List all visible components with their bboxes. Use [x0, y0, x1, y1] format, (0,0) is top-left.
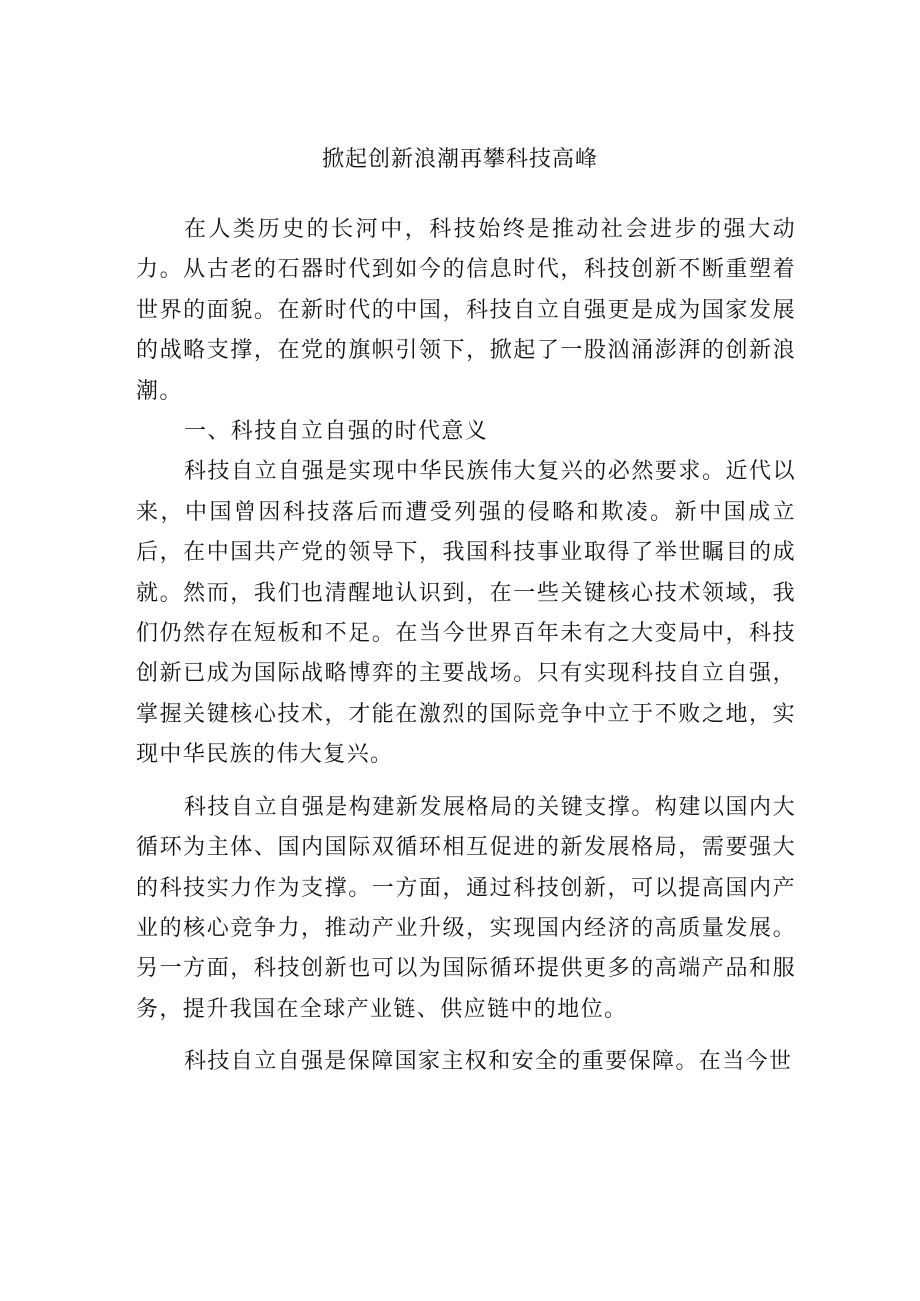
document-body: [136, 210, 796, 1083]
section-paragraph-2: 科技自立自强是构建新发展格局的关键支撑。构建以国内大循环为主体、国内国际双循环相互促进的新发展格局，需要强大的科技实力作为支撑。一方面，通过科技创新，可以提高国内产业的核心竞争力，推动产业升级，实现国内经济的高质量发展。另一方面，科技创新也可以为国际循环提供更多的高端产品和服务，提升我国在全球产业链、供应链中的地位。: [136, 794, 796, 1022]
section-paragraph-3: 科技自立自强是保障国家主权和安全的重要保障。在当今世: [184, 1049, 793, 1075]
paragraph-gap: [136, 1030, 796, 1042]
section-paragraph-1: 科技自立自强是实现中华民族伟大复兴的必然要求。近代以来，中国曾因科技落后而遭受列强的侵略和欺凌。新中国成立后，在中国共产党的领导下，我国科技事业取得了举世瞩目的成就。然而，我们也清醒地认识到，在一些关键核心技术领域，我们仍然存在短板和不足。在当今世界百年未有之大变局中，科技创新已成为国际战略博弈的主要战场。只有实现科技自立自强，掌握关键核心技术，才能在激烈的国际竞争中立于不败之地，实现中华民族的伟大复兴。: [136, 459, 796, 768]
intro-paragraph: 在人类历史的长河中，科技始终是推动社会进步的强大动力。从古老的石器时代到如今的信息时代，科技创新不断重塑着世界的面貌。在新时代的中国，科技自立自强更是成为国家发展的战略支撑，在党的旗帜引领下，掀起了一股汹涌澎湃的创新浪潮。: [136, 217, 796, 404]
document-title: 掀起创新浪潮再攀科技高峰: [321, 147, 598, 172]
section-heading: 一、科技自立自强的时代意义: [184, 419, 489, 445]
paragraph-gap: [136, 776, 796, 788]
